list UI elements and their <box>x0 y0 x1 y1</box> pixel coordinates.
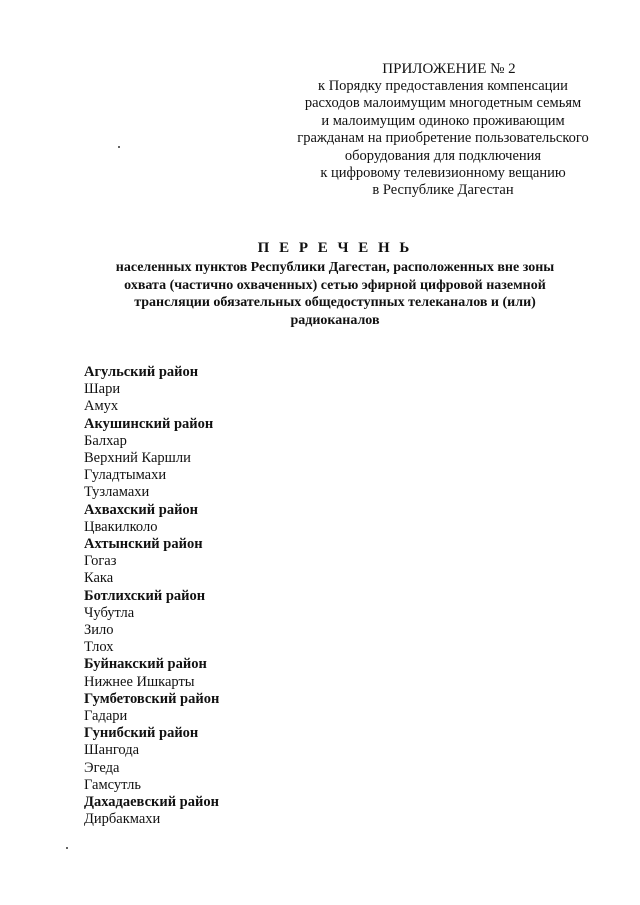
annex-line: гражданам на приобретение пользовательского <box>297 130 589 147</box>
settlement-name: Балхар <box>84 432 127 449</box>
settlement-name: Зило <box>84 622 114 639</box>
annex-line: оборудования для подключения <box>344 147 542 164</box>
document-subtitle-line: населенных пунктов Республики Дагестан, расположенных вне зоны <box>115 260 555 275</box>
district-name: Гумбетовский район <box>84 690 220 707</box>
district-name: Ботлихский район <box>84 587 206 604</box>
settlement-name: Нижнее Ишкарты <box>84 673 195 690</box>
settlement-name: Эгеда <box>84 759 120 776</box>
settlement-name: Чубутла <box>84 604 135 621</box>
annex-line: к Порядку предоставления компенсации <box>318 78 568 94</box>
district-name: Агульский район <box>84 364 199 380</box>
scan-speck <box>66 847 68 849</box>
document-subtitle-line: трансляции обязательных общедоступных телеканалов и (или) <box>134 295 536 310</box>
settlement-name: Тузламахи <box>84 484 150 501</box>
settlement-name: Амух <box>84 398 119 415</box>
annex-line: к цифровому телевизионному вещанию <box>320 165 566 182</box>
settlement-list <box>84 364 384 828</box>
annex-line: в Республике Дагестан <box>372 182 514 199</box>
annex-line: расходов малоимущим многодетным семьям <box>304 95 582 112</box>
district-name: Гунибский район <box>84 725 199 742</box>
settlement-name: Дирбакмахи <box>84 811 161 828</box>
annex-header <box>268 60 618 200</box>
settlement-name: Шари <box>84 381 121 398</box>
settlement-name: Верхний Каршли <box>84 450 191 467</box>
settlement-name: Гогаз <box>84 553 117 570</box>
district-name: Ахтынский район <box>84 536 203 553</box>
district-name: Буйнакский район <box>84 656 207 673</box>
scan-speck <box>118 146 120 148</box>
settlement-name: Гуладтымахи <box>84 467 167 484</box>
settlement-name: Гамсутль <box>84 776 141 793</box>
annex-title: ПРИЛОЖЕНИЕ № 2 <box>382 61 516 77</box>
settlement-name: Шангода <box>84 742 140 759</box>
document-heading <box>80 238 590 329</box>
settlement-name: Гадари <box>84 708 128 725</box>
district-name: Дахадаевский район <box>84 794 219 811</box>
settlement-name: Тлох <box>84 639 114 656</box>
district-name: Акушинский район <box>84 415 214 432</box>
settlement-name: Цвакилколо <box>84 518 158 535</box>
annex-line: и малоимущим одиноко проживающим <box>321 112 565 129</box>
document-subtitle-line: радиоканалов <box>290 312 380 328</box>
district-name: Ахвахский район <box>84 501 199 518</box>
document-subtitle-line: охвата (частично охваченных) сетью эфирной цифровой наземной <box>124 277 546 293</box>
document-title: П Е Р Е Ч Е Н Ь <box>257 240 413 256</box>
settlement-name: Кака <box>84 570 114 587</box>
